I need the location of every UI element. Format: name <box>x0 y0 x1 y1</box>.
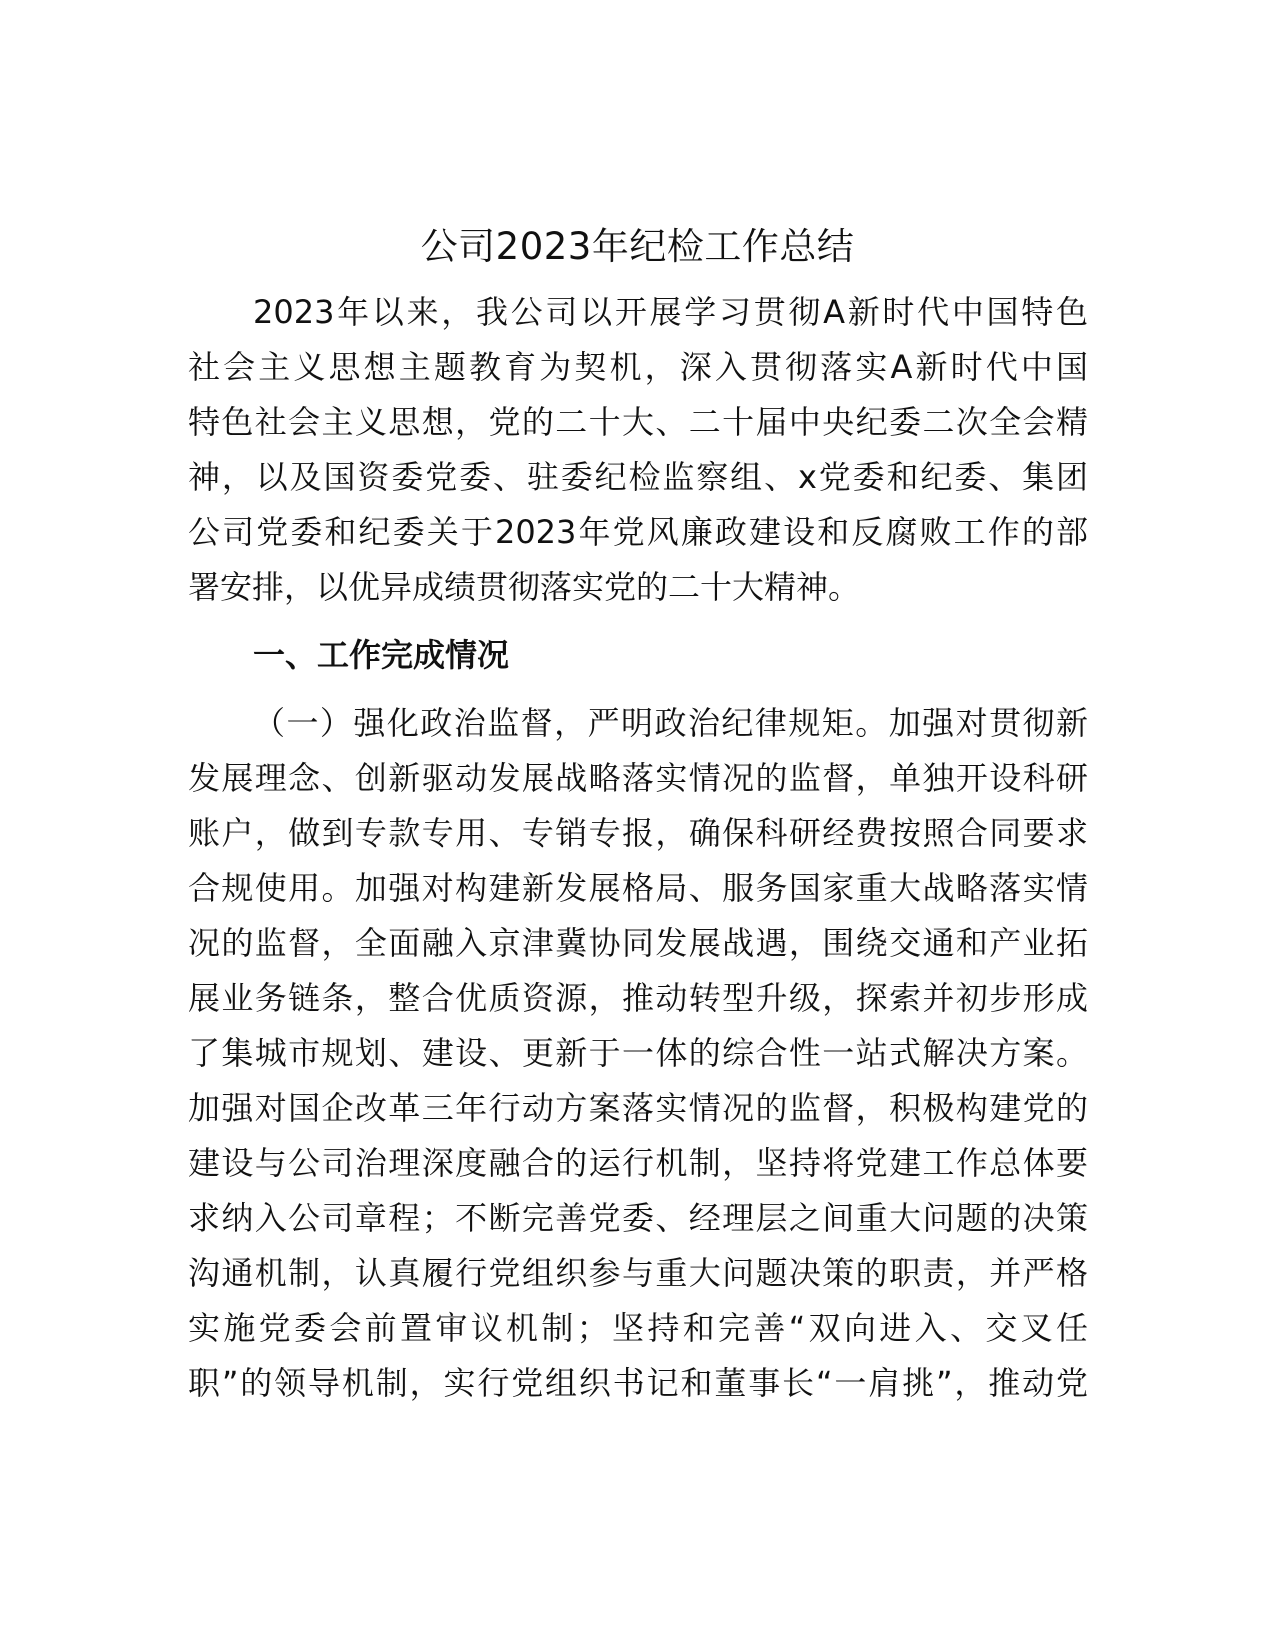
section-heading: 一、工作完成情况 <box>253 636 510 674</box>
body-line: 发展理念、创新驱动发展战略落实情况的监督，单独开设科研 <box>188 759 1088 797</box>
body-line: 沟通机制，认真履行党组织参与重大问题决策的职责，并严格 <box>188 1254 1088 1292</box>
body-line: 账户，做到专款专用、专销专报，确保科研经费按照合同要求 <box>188 814 1088 852</box>
body-line: 建设与公司治理深度融合的运行机制，坚持将党建工作总体要 <box>188 1144 1088 1182</box>
body-line: 实施党委会前置审议机制；坚持和完善“双向进入、交叉任 <box>188 1309 1088 1347</box>
body-line: 况的监督，全面融入京津冀协同发展战遇，围绕交通和产业拓 <box>188 924 1088 962</box>
body-line: （一）强化政治监督，严明政治纪律规矩。加强对贯彻新 <box>253 704 1088 742</box>
body-line: 职”的领导机制，实行党组织书记和董事长“一肩挑”，推动党 <box>188 1364 1088 1402</box>
body-line: 了集城市规划、建设、更新于一体的综合性一站式解决方案。 <box>188 1034 1088 1072</box>
body-line: 加强对国企改革三年行动方案落实情况的监督，积极构建党的 <box>188 1089 1088 1127</box>
body-line: 合规使用。加强对构建新发展格局、服务国家重大战略落实情 <box>188 869 1088 907</box>
intro-line: 署安排，以优异成绩贯彻落实党的二十大精神。 <box>188 568 861 606</box>
intro-line: 社会主义思想主题教育为契机，深入贯彻落实A新时代中国 <box>188 348 1088 386</box>
intro-line: 2023年以来，我公司以开展学习贯彻A新时代中国特色 <box>253 293 1088 331</box>
intro-line: 神，以及国资委党委、驻委纪检监察组、x党委和纪委、集团 <box>188 458 1088 496</box>
body-line: 求纳入公司章程；不断完善党委、经理层之间重大问题的决策 <box>188 1199 1088 1237</box>
body-line: 展业务链条，整合优质资源，推动转型升级，探索并初步形成 <box>188 979 1088 1017</box>
intro-line: 特色社会主义思想，党的二十大、二十届中央纪委二次全会精 <box>188 403 1088 441</box>
intro-line: 公司党委和纪委关于2023年党风廉政建设和反腐败工作的部 <box>188 513 1088 551</box>
document-title: 公司2023年纪检工作总结 <box>420 225 855 268</box>
